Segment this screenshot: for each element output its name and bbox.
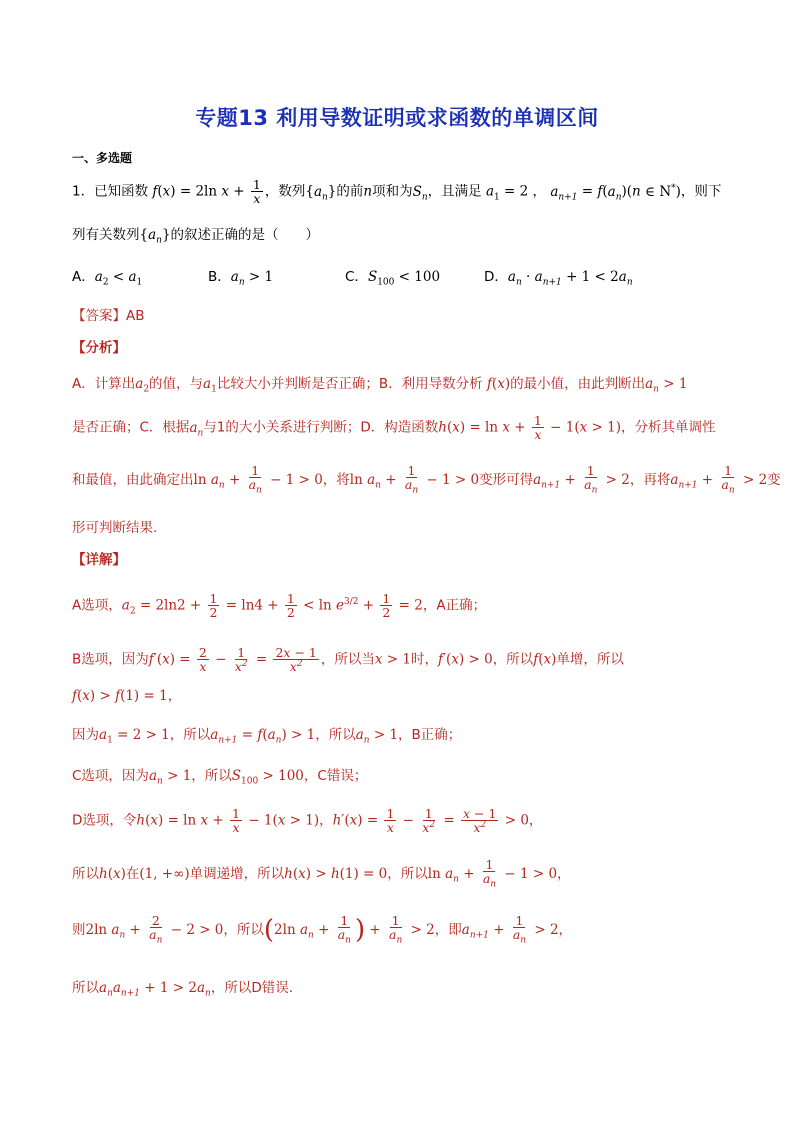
detail-line-b3: 因为$a_1 = 2 > 1$，所以$a_{n+1} = f(a_n) > 1$，所以$a_n > 1$，B正确； (72, 727, 462, 746)
option-d[interactable]: D．$a_n \cdot a_{n+1} + 1 < 2a_n$ (484, 269, 633, 288)
detail-line-f: 则2ln $a_n$ + $\frac{2}{a_n}$ − 2 > 0，所以(2ln $a_n$ + $\frac{1}{a_n}$ ) + $\frac{1}{a_n}$ > 2，即$a_{n+1}$ + $\frac{1}{a_n}$ > 2， (72, 913, 573, 946)
detail-label: 【详解】 (72, 552, 126, 568)
option-b[interactable]: B．$a_n > 1$ (208, 269, 274, 288)
analysis-line-3: 和最值，由此确定出$\ln a_n$ + $\frac{1}{a_n}$ − 1 > 0，将$\ln a_n$ + $\frac{1}{a_n}$ − 1 > 0变形可得$a_{n+1}$ + $\frac{1}{a_n}$ > 2，再将$a_{n+1}$ + $\frac{1}{a_n}$ > 2变 (72, 463, 781, 496)
question-line-1: 1．已知函数 f(x) = 2ln x + $\frac{1}{x}$ ，数列$\{a_n\}$的前n项和为$S_n$，且满足 $a_1 = 2$ ， $a_{n+1} = f(a_n)(n$ ∈ N*)，则下 (72, 177, 722, 207)
detail-line-g: 所以$a_na_{n+1} + 1 > 2a_n$，所以D错误. (72, 980, 294, 999)
analysis-line-2: 是否正确；C．根据$a_n$与1的大小关系进行判断；D．构造函数h(x) = ln x + $\frac{1}{x}$ − 1(x > 1)，分析其单调性 (72, 413, 716, 443)
page-title: 专题13 利用导数证明或求函数的单调区间 (195, 106, 599, 130)
answer-label: 【答案】AB (72, 308, 145, 324)
section-heading: 一、多选题 (72, 151, 133, 165)
detail-line-d: D选项，令h(x) = ln x + $\frac{1}{x}$ − 1(x > 1)，h′(x) = $\frac{1}{x}$ − $\frac{1}{x^2}$ = $\frac{x - 1}{x^2}$ > 0， (72, 806, 543, 836)
detail-line-b2: f(x) > f(1) = 1， (72, 688, 182, 704)
detail-line-c: C选项，因为$a_n > 1$，所以$S_{100} > 100$，C错误； (72, 768, 368, 787)
function-definition: f (152, 183, 158, 200)
analysis-line-1: A．计算出$a_2$的值，与$a_1$比较大小并判断是否正确；B．利用导数分析 f(x)的最小值，由此判断出$a_n > 1$ (72, 376, 688, 395)
analysis-label: 【分析】 (72, 340, 126, 356)
detail-line-e: 所以h(x)在(1, +∞)单调递增，所以h(x) > h(1) = 0，所以$\ln a_n$ + $\frac{1}{a_n}$ − 1 > 0， (72, 857, 571, 890)
detail-line-b: B选项，因为f′(x) = $\frac{2}{x}$ − $\frac{1}{x^2}$ = $\frac{2x - 1}{x^2}$ ，所以当x > 1时，f′(x) > 0，所以f(x)单增，所以 (72, 645, 624, 675)
detail-line-a: A选项，$a_2 = 2\ln 2$ + $\frac{1}{2}$ = ln4 + $\frac{1}{2}$ < $\ln e^{3/2}$ + $\frac{1}{2}$ = 2，A正确； (72, 591, 487, 621)
analysis-line-4: 形可判断结果. (72, 520, 158, 536)
question-number: 1． (72, 183, 95, 200)
question-line-2: 列有关数列$\{a_n\}$的叙述正确的是（ ） (72, 227, 320, 246)
option-c[interactable]: C．$S_{100} < 100$ (345, 269, 441, 288)
option-a[interactable]: A．$a_2 < a_1$ (72, 269, 143, 288)
